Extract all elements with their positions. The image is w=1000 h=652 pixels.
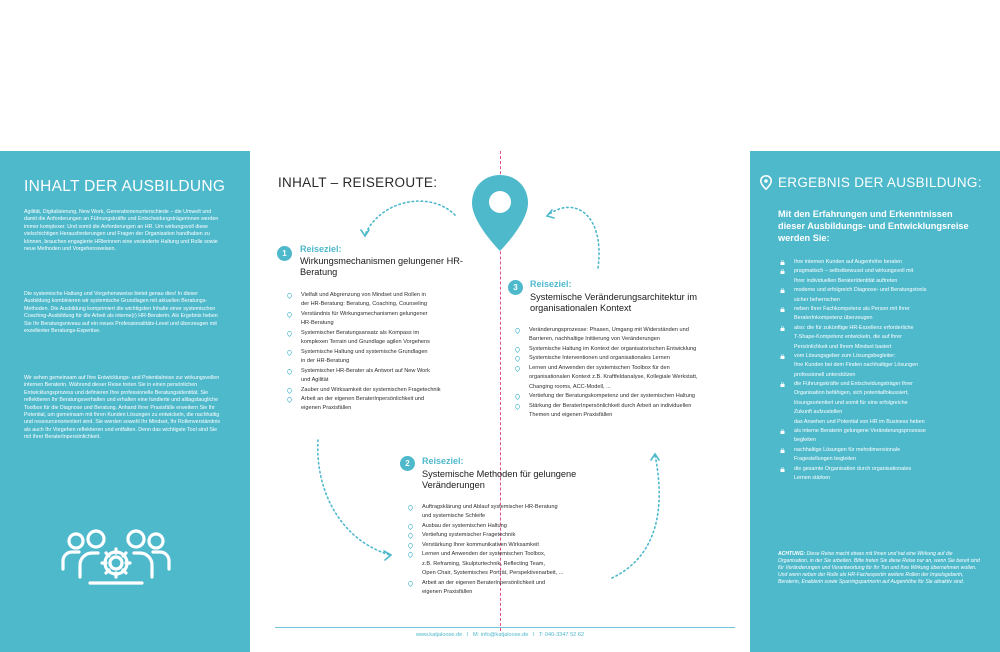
- list-item: [515, 335, 740, 344]
- list-item-text: Themen und eigenen Praxisfällen: [529, 412, 613, 419]
- list-item: [408, 522, 608, 531]
- pin-bullet-icon: [408, 533, 413, 539]
- route-arrow-1-head: [361, 230, 369, 236]
- right-panel: [750, 151, 1000, 652]
- result-item: [780, 343, 990, 352]
- lock-bullet-icon: [780, 448, 785, 453]
- pin-bullet-icon: [515, 328, 520, 334]
- footer-website-link[interactable]: www.katjaloose.de: [415, 632, 463, 638]
- list-item-text: Verstärkung Ihrer kommunikativen Wirksamkeit: [422, 541, 539, 548]
- pin-bullet-icon: [408, 552, 413, 558]
- pin-bullet-icon: [408, 524, 413, 530]
- lock-bullet-icon: [780, 467, 785, 472]
- list-item: [287, 376, 487, 385]
- result-item-text: Ihre internen Kunden auf Augenhöhe beraten: [794, 259, 902, 265]
- list-item: [287, 300, 487, 309]
- list-item-text: Auftragsklärung und Ablauf systemischer HR-Beratung: [422, 504, 558, 510]
- result-item-text: vom Lösungsgeber zum Lösungsbegleiter:: [794, 352, 896, 359]
- result-item: [780, 380, 990, 389]
- result-item: [780, 446, 990, 455]
- list-item-text: eigenen Praxisfällen: [422, 589, 473, 596]
- pin-bullet-icon: [287, 331, 292, 337]
- result-item: [780, 408, 990, 417]
- result-item-text: nachhaltige Lösungen für mehrdimensionale: [794, 446, 901, 453]
- lock-bullet-icon: [780, 269, 785, 274]
- list-item-text: Systemische Haltung im Kontext der organisatorischen Entwicklung: [529, 345, 697, 352]
- list-item: [515, 373, 740, 382]
- pin-bullet-icon: [408, 543, 413, 549]
- location-pin-icon: [760, 175, 772, 190]
- result-item-text: BeraterInkompetenz überzeugen: [794, 315, 873, 322]
- result-item: [780, 361, 990, 370]
- result-item: [780, 277, 990, 286]
- list-item-text: Barrieren, nachhaltige Initiierung von Veränderungen: [529, 336, 660, 343]
- footer-rule: [275, 627, 735, 628]
- result-item: [780, 371, 990, 380]
- stage-3-list: [515, 326, 740, 421]
- list-item-text: HR-Beratung: [301, 320, 334, 327]
- list-item: [287, 329, 487, 338]
- result-item-text: Lernen stärken: [794, 474, 830, 481]
- list-item-text: Systemische Interventionen und organisationales Lernen: [529, 355, 670, 362]
- list-item: [408, 550, 608, 559]
- stage-2-badge: 2: [400, 456, 415, 471]
- lock-bullet-icon: [780, 354, 785, 359]
- pin-bullet-icon: [408, 505, 413, 511]
- result-item-text: also: die für zukünftige HR-Exzellenz erforderliche: [794, 324, 914, 331]
- left-paragraph-3: Wir sehen gemeinsam auf Ihre Entwicklungs- und Potentialreise zur wirkungsvollen internen Beraterin. Während dieser Reise treten Sie in einen persönlichen Entwicklungsprozess und definieren Ihre professionelle Beratungsidentität. Sie reflektieren Ihr Beratungsverhalten und erhalten eine fundierte und alltagstaugliche Toolbox für die Diagnose und Beratung. Anhand Ihrer Praxisfälle erweitern Sie Ihr Potential, um gemeinsam mit Ihren Kunden Lösungen zu entwickeln, die nachhaltig und ressourcenorientiert sind. Sie werden sowohl Ihr Mindset, Ihr Rollenverständnis als auch Ihr Vorgehen reflektieren und entfalten. Denn das wichtigste Tool sind Sie mit Ihrer BeraterInpersönlichkeit.: [24, 375, 221, 441]
- list-item-text: Verständnis für Wirkungsmechanismen gelungener: [301, 310, 428, 317]
- list-item-text: Vertiefung systemischer Fragetechnik: [422, 532, 516, 539]
- pin-bullet-icon: [287, 397, 292, 403]
- people-gear-icon: [60, 527, 172, 585]
- list-item-text: Vertiefung der Beratungskompetenz und der systemischen Haltung: [529, 393, 696, 400]
- list-item-text: und systemische Schleife: [422, 513, 486, 520]
- list-item: [287, 310, 487, 319]
- list-item: [408, 531, 608, 540]
- result-item-text: neben Ihrer Fachkompetenz als Person mit Ihrer: [794, 305, 910, 312]
- list-item: [515, 326, 740, 335]
- stage-3-heading: Systemische Veränderungsarchitektur im organisationalen Kontext: [530, 292, 697, 313]
- right-panel-heading: Mit den Erfahrungen und Erkenntnissen dieser Ausbildungs- und Entwicklungsreise werden Sie:: [778, 209, 969, 243]
- lock-bullet-icon: [780, 288, 785, 293]
- result-item-text: als interne Beraterin gelungene Veränderungsprozesse: [794, 428, 926, 435]
- list-item-text: der HR-Beratung: Beratung, Coaching, Counseling: [301, 301, 427, 308]
- stage-1-label: Reiseziel:: [300, 244, 342, 254]
- result-item: [780, 258, 990, 267]
- list-item-text: Lernen und Anwenden der systemischen Toolbox für den: [529, 364, 670, 371]
- right-panel-title: [760, 175, 982, 190]
- attention-text: Diese Reise macht etwas mit Ihnen und hat eine Wirkung auf die Organisation, in der Sie arbeiten. Bitte treten Sie diese Reise nur an, wenn Sie bereit sind für Veränderungen und Verantwortung für Ihr Tun und Ihre Wirkung übernehmen wollen. Und wenn neben der Rolle als HR-Fachexpertin weitere Rollen der Impulsgeberin, Beraterin, Enablerin sowie Sparringspartnerin auf Augenhöhe für Sie attraktiv sind.: [778, 551, 980, 585]
- lock-bullet-icon: [780, 307, 785, 312]
- result-item: [780, 465, 990, 474]
- list-item: [515, 364, 740, 373]
- list-item: [408, 512, 608, 521]
- left-panel-title: INHALT DER AUSBILDUNG: [24, 178, 226, 195]
- list-item: [287, 404, 487, 413]
- route-arrow-4: [548, 207, 599, 268]
- lock-bullet-icon: [780, 382, 785, 387]
- list-item: [408, 569, 608, 578]
- list-item: [515, 383, 740, 392]
- list-item: [408, 541, 608, 550]
- result-item-text: das Ansehen und Potential von HR im Business heben: [794, 418, 925, 425]
- pin-bullet-icon: [287, 388, 292, 394]
- result-item-text: Zukunft aufzustellen: [794, 409, 843, 416]
- pin-bullet-icon: [515, 404, 520, 410]
- list-item-text: Arbeit an der eigenen BeraterInpersönlichkeit und: [422, 579, 546, 586]
- list-item-text: Changing rooms, ACC-Modell, ...: [529, 383, 611, 390]
- result-item-text: professionell unterstützen: [794, 371, 856, 378]
- list-item-text: eigenen Praxisfällen: [301, 405, 352, 412]
- result-item: [780, 427, 990, 436]
- list-item: [408, 579, 608, 588]
- pin-bullet-icon: [515, 347, 520, 353]
- right-panel-title-text: ERGEBNIS DER AUSBILDUNG:: [778, 175, 982, 190]
- result-item-text: die gesamte Organisation durch organisationales: [794, 465, 912, 472]
- result-item-text: lösungsorientiert und somit für eine erfolgreiche: [794, 399, 908, 406]
- result-item-text: Fragestellungen begleiten: [794, 456, 857, 463]
- list-item-text: Systemischer Beratungsansatz als Kompass im: [301, 329, 420, 336]
- list-item-text: Zauber und Wirksamkeit der systemischen Fragetechnik: [301, 386, 441, 393]
- route-arrow-1: [365, 201, 455, 235]
- result-item-text: die Führungskräfte und Entscheidungsträger Ihrer: [794, 381, 913, 388]
- result-item-text: moderne und erfolgreich Diagnose- und Beratungstools: [794, 287, 927, 294]
- pin-bullet-icon: [515, 394, 520, 400]
- route-arrow-2: [318, 440, 390, 555]
- result-item: [780, 436, 990, 445]
- list-item: [287, 348, 487, 357]
- result-item: [780, 333, 990, 342]
- footer-separator: I: [532, 632, 535, 638]
- result-item: [780, 296, 990, 305]
- result-item-text: T-Shape-Kompetenz entwickeln, die auf Ihrer: [794, 334, 902, 341]
- result-item: [780, 314, 990, 323]
- list-item-text: Veränderungsprozesse: Phasen, Umgang mit Widerständen und: [529, 327, 689, 333]
- list-item: [515, 402, 740, 411]
- lock-bullet-icon: [780, 260, 785, 265]
- pin-bullet-icon: [408, 581, 413, 587]
- list-item-text: Stärkung der BeraterInpersönlichkeit durch Arbeit an individuellen: [529, 402, 692, 409]
- footer-email-link[interactable]: M: info@katjaloose.de: [472, 632, 529, 638]
- left-panel: [0, 151, 250, 652]
- list-item-text: organisationalen Kontext z.B. Kraftfeldanalyse, Kollegiale Werkstatt,: [529, 374, 698, 381]
- left-paragraph-2: Die systemische Haltung und Vorgehensweise bietet genau dies! In dieser Ausbildung kombinieren wir systemische Grundlagen mit aktuellen Beratungs-Methoden. Die Ausbildung komprimiert die wichtigsten Inhalte einer systemischen Coaching-Ausbildung für die Arbeit als interne(r) HR-Beraterin. Als Ergebnis heben Sie Ihr Beratungsniveau auf ein neues Professionalitäts-Level und überzeugen mit exzellenter Beratungs-Expertise.: [24, 291, 218, 335]
- result-item: [780, 324, 990, 333]
- list-item-text: komplexen Terrain und Grundlage agilen Vorgehens: [301, 339, 430, 346]
- list-item: [515, 354, 740, 363]
- location-pin-icon: [469, 173, 531, 253]
- list-item: [408, 588, 608, 597]
- stage-2-list: [408, 503, 608, 598]
- stage-1-heading: Wirkungsmechanismen gelungener HR-Beratung: [300, 256, 463, 277]
- route-title: INHALT – REISEROUTE:: [278, 175, 438, 190]
- footer-phone: T: 040-3347 52 62: [538, 632, 585, 638]
- result-item-text: Persönlichkeit und Ihrem Mindset basiert: [794, 343, 892, 350]
- result-item: [780, 305, 990, 314]
- list-item-text: z.B. Reframing, Skulpturtechnik, Reflecting Team,: [422, 560, 546, 567]
- stage-2-label: Reiseziel:: [422, 456, 464, 466]
- list-item-text: Lernen und Anwenden der systemischen Toolbox,: [422, 551, 546, 558]
- result-item: [780, 418, 990, 427]
- result-item: [780, 352, 990, 361]
- list-item-text: Arbeit an der eigenen BeraterInpersönlichkeit und: [301, 395, 425, 402]
- result-item-text: begleiten: [794, 437, 816, 444]
- result-item-text: pragmatisch – selbstbewusst und wirkungsvoll mit: [794, 268, 914, 275]
- result-item-text: Ihre Kunden bei dem Finden nachhaltiger Lösungen: [794, 362, 919, 369]
- result-item: [780, 455, 990, 464]
- result-item: [780, 267, 990, 276]
- result-item: [780, 399, 990, 408]
- footer-separator: I: [466, 632, 469, 638]
- result-item: [780, 286, 990, 295]
- route-arrow-2-head: [384, 551, 391, 560]
- list-item: [515, 411, 740, 420]
- list-item-text: Ausbau der systemischen Haltung: [422, 522, 507, 529]
- list-item: [287, 367, 487, 376]
- pin-bullet-icon: [287, 369, 292, 375]
- list-item: [287, 291, 487, 300]
- stage-1-list: [287, 291, 487, 414]
- result-item-text: Organisation befähigen, sich potentialfokussiert,: [794, 390, 909, 397]
- stage-2-heading: Systemische Methoden für gelungene Veränderungen: [422, 469, 577, 490]
- left-paragraph-1: Agilität, Digitalisierung, New Work, Generationenunterschiede – die Umwelt und damit die Anforderungen an Führungskräfte und Entscheidungsträgerinnen werden immer komplexer. Und somit die Anforderungen an HR. Um wirkungsvoll diese vielschichtigen Herausforderungen und Fragen der Organisation handhaben zu können, brauchen engagierte HRlerinnen eine veränderte Haltung und Rolle sowie neue Methoden und Vorgehensweisen.: [24, 209, 219, 253]
- attention-label: ACHTUNG:: [778, 551, 806, 557]
- pin-bullet-icon: [287, 293, 292, 299]
- pin-bullet-icon: [287, 312, 292, 318]
- list-item: [287, 319, 487, 328]
- list-item-text: und Agilität: [301, 377, 329, 384]
- list-item-text: Open Chair, Systemisches Porträt, Perspektivenarbeit, ...: [422, 570, 564, 577]
- pin-bullet-icon: [515, 356, 520, 362]
- route-arrow-3-head: [651, 454, 659, 460]
- list-item: [515, 345, 740, 354]
- list-item: [408, 503, 608, 512]
- list-item-text: Systemische Haltung und systemische Grundlagen: [301, 348, 428, 355]
- list-item: [408, 560, 608, 569]
- list-item: [515, 392, 740, 401]
- result-item-text: Ihrer individuellen BeraterIdentität auftreten: [794, 277, 898, 284]
- result-item-text: sicher beherrschen: [794, 296, 840, 303]
- list-item-text: in der HR-Beratung: [301, 358, 350, 365]
- footer: [370, 632, 630, 638]
- attention-note: [778, 551, 984, 586]
- stage-1-badge: 1: [277, 246, 292, 261]
- pin-bullet-icon: [287, 350, 292, 356]
- result-item: [780, 389, 990, 398]
- stage-3-badge: 3: [508, 280, 523, 295]
- list-item: [287, 357, 487, 366]
- pin-bullet-icon: [515, 366, 520, 372]
- lock-bullet-icon: [780, 429, 785, 434]
- route-arrow-4-head: [547, 210, 554, 218]
- list-item: [287, 395, 487, 404]
- result-list: [780, 258, 990, 483]
- lock-bullet-icon: [780, 326, 785, 331]
- result-item: [780, 474, 990, 483]
- list-item-text: Vielfalt und Abgrenzung von Mindset und Rollen in: [301, 292, 426, 298]
- list-item: [287, 338, 487, 347]
- list-item-text: Systemischer HR-Berater als Antwort auf New Work: [301, 367, 430, 374]
- stage-3-label: Reiseziel:: [530, 279, 572, 289]
- list-item: [287, 386, 487, 395]
